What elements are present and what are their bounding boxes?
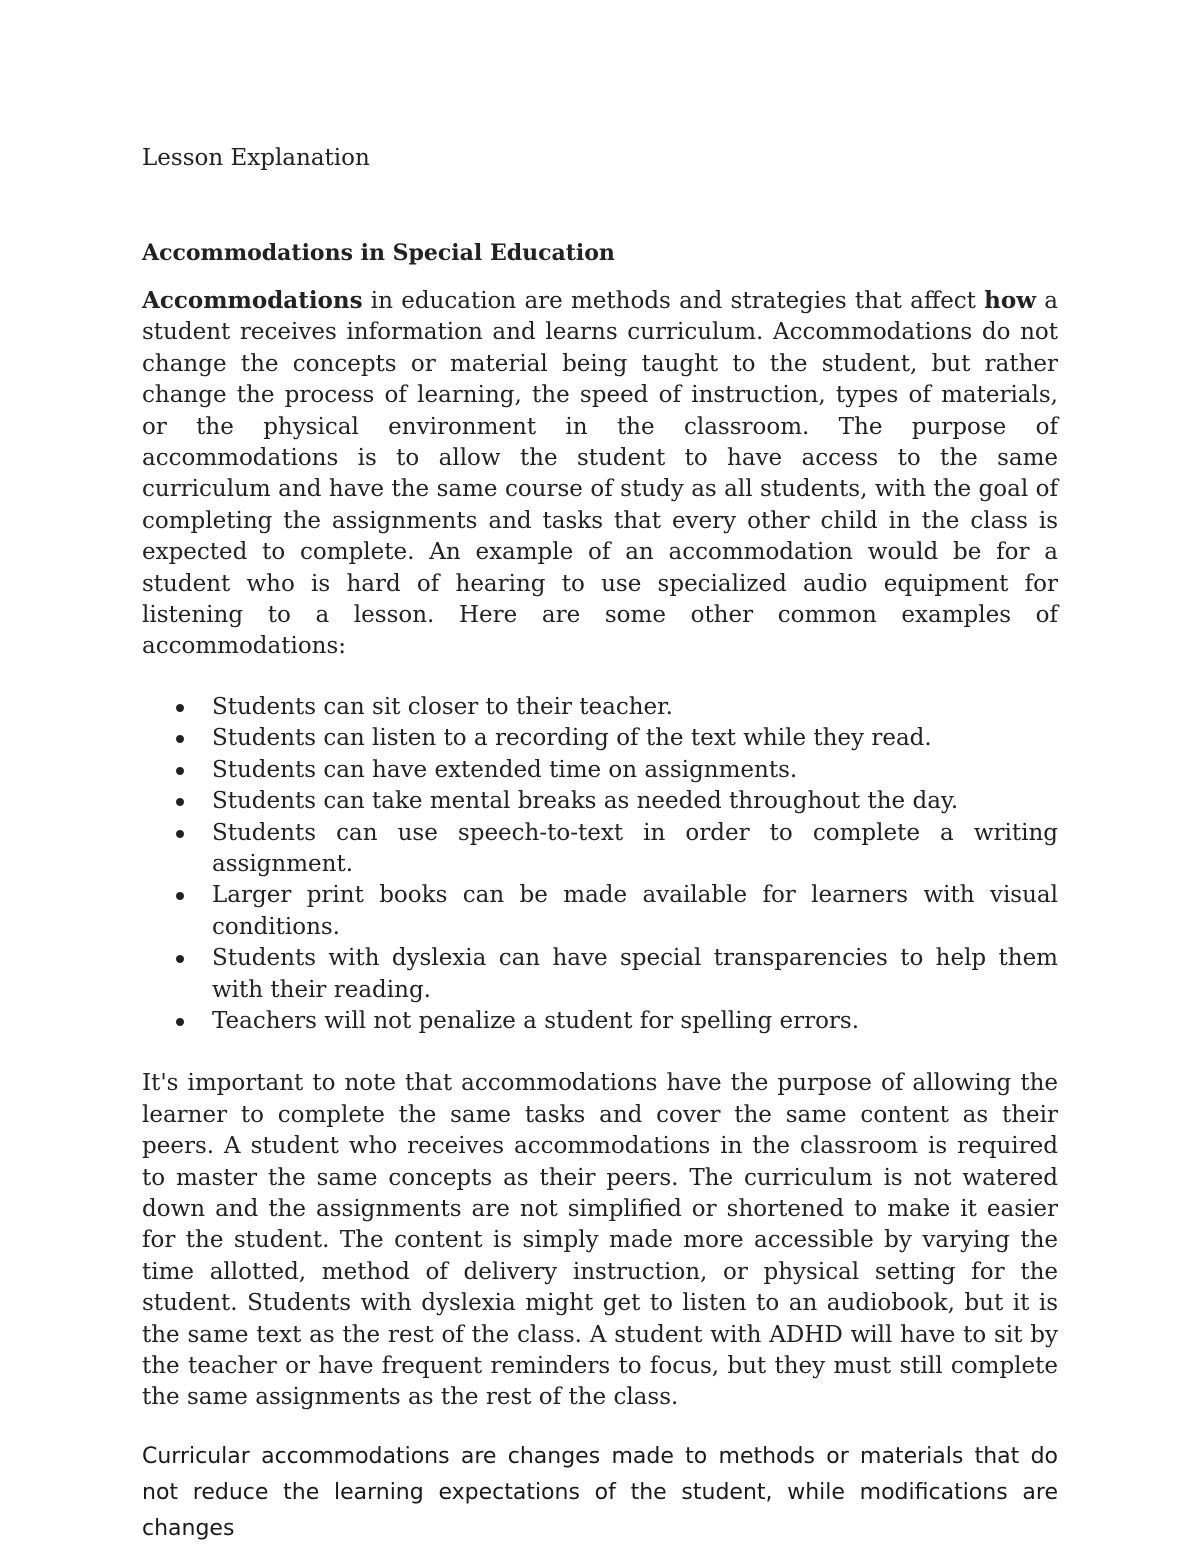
intro-emphasis: how [984, 287, 1037, 314]
document-page [142, 140, 1058, 1547]
bullet-icon [176, 767, 184, 775]
list-item [142, 755, 1058, 786]
bullet-icon [176, 892, 184, 900]
bullet-icon [176, 704, 184, 712]
bullet-icon [176, 798, 184, 806]
lesson-label: Lesson Explanation [142, 145, 370, 171]
intro-term: Accommodations [142, 287, 363, 314]
list-item-text: Teachers will not penalize a student for spelling errors. [212, 1007, 860, 1034]
list-item-text: Students can listen to a recording of the text while they read. [212, 725, 932, 752]
bullet-icon [176, 955, 184, 963]
list-item [142, 1006, 1058, 1037]
section-heading: Accommodations in Special Education [142, 240, 615, 266]
list-item [142, 880, 1058, 943]
curricular-note-paragraph: Curricular accommodations are changes made to methods or materials that do not reduce the learning expectations of the student, while modifications are changes [142, 1443, 1058, 1541]
important-note-paragraph: It's important to note that accommodations have the purpose of allowing the learner to complete the same tasks and cover the same content as their peers. A student who receives accommodations in the classroom is required to master the same concepts as their peers. The curriculum is not watered down and the assignments are not simplified or shortened to make it easier for the student. The content is simply made more accessible by varying the time allotted, method of delivery instruction, or physical setting for the student. Students with dyslexia might get to listen to an audiobook, but it is the same text as the rest of the class. A student with ADHD will have to sit by the teacher or have frequent reminders to focus, but they must still complete the same assignments as the rest of the class. [142, 1070, 1058, 1411]
intro-paragraph [142, 285, 1058, 663]
list-item-text: Students can take mental breaks as needed throughout the day. [212, 788, 959, 815]
bullet-icon [176, 1018, 184, 1026]
examples-list [142, 692, 1058, 1037]
bullet-icon [176, 735, 184, 743]
list-item [142, 943, 1058, 1006]
bullet-icon [176, 830, 184, 838]
list-item-text: Larger print books can be made available for learners with visual conditions. [212, 882, 1058, 940]
list-item-text: Students can have extended time on assignments. [212, 756, 798, 783]
list-item-text: Students can use speech-to-text in order to complete a writing assignment. [212, 819, 1058, 877]
list-item-text: Students with dyslexia can have special transparencies to help them with their reading. [212, 945, 1058, 1003]
list-item [142, 818, 1058, 881]
intro-text-b: a student receives information and learns curriculum. Accommodations do not change the concepts or material being taught to the student, but rather change the process of learning, the speed of instruction, types of materials, or the physical environment in the classroom. The purpose of accommodations is to allow the student to have access to the same curriculum and have the same course of study as all students, with the goal of completing the assignments and tasks that every other child in the class is expected to complete. An example of an accommodation would be for a student who is hard of hearing to use specialized audio equipment for listening to a lesson. Here are some other common examples of accommodations: [142, 288, 1058, 660]
list-item [142, 723, 1058, 754]
list-item-text: Students can sit closer to their teacher. [212, 693, 673, 720]
intro-text-a: in education are methods and strategies that affect [362, 288, 985, 314]
list-item [142, 786, 1058, 817]
list-item [142, 692, 1058, 723]
